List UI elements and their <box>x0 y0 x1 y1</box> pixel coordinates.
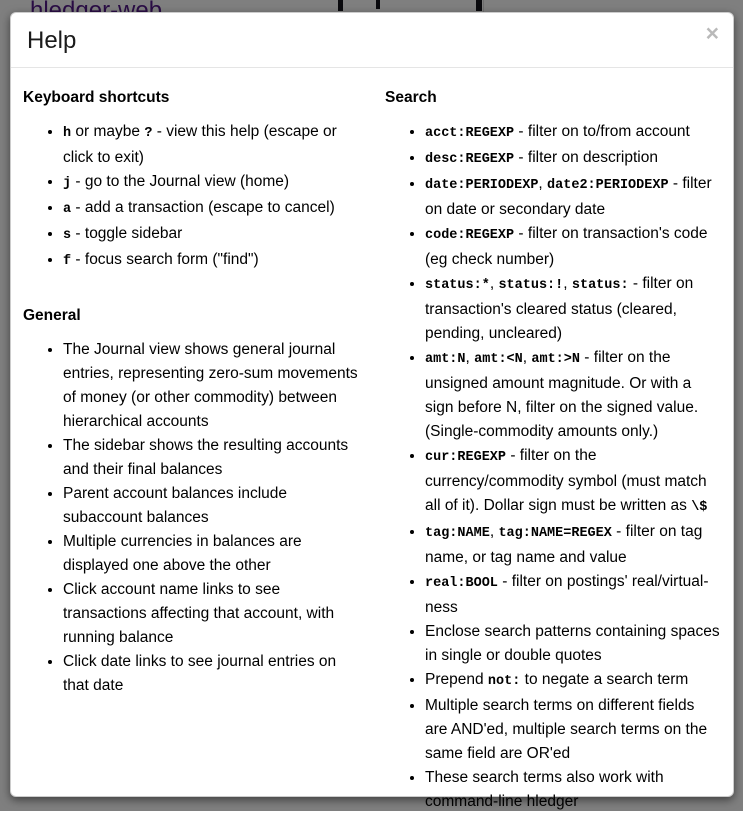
code-term: tag:NAME=REGEX <box>498 526 611 541</box>
code-term: status: <box>572 278 629 293</box>
help-list-item: • a - add a transaction (escape to cancel) <box>63 196 362 222</box>
code-term: acct:REGEXP <box>425 126 514 141</box>
code-term: \$ <box>691 500 707 515</box>
code-term: tag:NAME <box>425 526 490 541</box>
help-list-item: • date:PERIODEXP, date2:PERIODEXP - filter on date or secondary date <box>425 172 721 222</box>
help-list <box>385 120 721 814</box>
code-term: a <box>63 202 71 217</box>
help-list-item: • real:BOOL - filter on postings' real/virtual-ness <box>425 570 721 620</box>
help-column-right <box>372 68 721 826</box>
help-list-item: • The Journal view shows general journal entries, representing zero-sum movements of money (or other commodity) between hierarchical accounts <box>63 338 362 434</box>
help-list-item: • acct:REGEXP - filter on to/from account <box>425 120 721 146</box>
modal-body <box>11 68 733 826</box>
code-term: j <box>63 176 71 191</box>
help-column-left <box>23 68 372 826</box>
section-heading: General <box>23 286 362 325</box>
code-term: s <box>63 228 71 243</box>
code-term: desc:REGEXP <box>425 152 514 167</box>
modal-title: Help <box>27 26 717 56</box>
help-list-item: • The sidebar shows the resulting accounts and their final balances <box>63 434 362 482</box>
code-term: f <box>63 254 71 269</box>
code-term: real:BOOL <box>425 576 498 591</box>
code-term: amt:N <box>425 352 466 367</box>
help-list-item: • desc:REGEXP - filter on description <box>425 146 721 172</box>
help-list-item: • code:REGEXP - filter on transaction's code (eg check number) <box>425 222 721 272</box>
code-term: ? <box>144 126 152 141</box>
code-term: not: <box>488 674 520 689</box>
code-term: cur:REGEXP <box>425 450 506 465</box>
help-list-item: • These search terms also work with command-line hledger <box>425 766 721 814</box>
section-heading: Search <box>385 68 721 107</box>
close-icon[interactable]: × <box>706 22 719 45</box>
help-list-item: • Click account name links to see transactions affecting that account, with running balance <box>63 578 362 650</box>
help-list-item: • Multiple search terms on different fields are AND'ed, multiple search terms on the same field are OR'ed <box>425 694 721 766</box>
help-list-item: • h or maybe ? - view this help (escape or click to exit) <box>63 120 362 170</box>
help-list-item: • Multiple currencies in balances are displayed one above the other <box>63 530 362 578</box>
help-list <box>23 120 362 274</box>
help-list-item: • s - toggle sidebar <box>63 222 362 248</box>
help-list-item: • cur:REGEXP - filter on the currency/commodity symbol (must match all of it). Dollar sign must be written as \$ <box>425 444 721 520</box>
help-list-item: • tag:NAME, tag:NAME=REGEX - filter on tag name, or tag name and value <box>425 520 721 570</box>
help-list-item: • status:*, status:!, status: - filter on transaction's cleared status (cleared, pending, uncleared) <box>425 272 721 346</box>
code-term: amt:>N <box>531 352 580 367</box>
help-list-item: • amt:N, amt:<N, amt:>N - filter on the unsigned amount magnitude. Or with a sign before N, filter on the signed value. (Single-commodity amounts only.) <box>425 346 721 444</box>
help-list-item: • f - focus search form ("find") <box>63 248 362 274</box>
help-list <box>23 338 362 698</box>
help-list-item: • j - go to the Journal view (home) <box>63 170 362 196</box>
code-term: date2:PERIODEXP <box>547 178 669 193</box>
help-list-item: • Prepend not: to negate a search term <box>425 668 721 694</box>
code-term: code:REGEXP <box>425 228 514 243</box>
help-list-item: • Parent account balances include subaccount balances <box>63 482 362 530</box>
help-modal <box>10 12 734 797</box>
help-list-item: • Click date links to see journal entries on that date <box>63 650 362 698</box>
code-term: status:! <box>498 278 563 293</box>
code-term: date:PERIODEXP <box>425 178 538 193</box>
code-term: amt:<N <box>474 352 523 367</box>
modal-header <box>11 13 733 68</box>
code-term: h <box>63 126 71 141</box>
help-list-item: • Enclose search patterns containing spaces in single or double quotes <box>425 620 721 668</box>
section-heading: Keyboard shortcuts <box>23 68 362 107</box>
code-term: status:* <box>425 278 490 293</box>
